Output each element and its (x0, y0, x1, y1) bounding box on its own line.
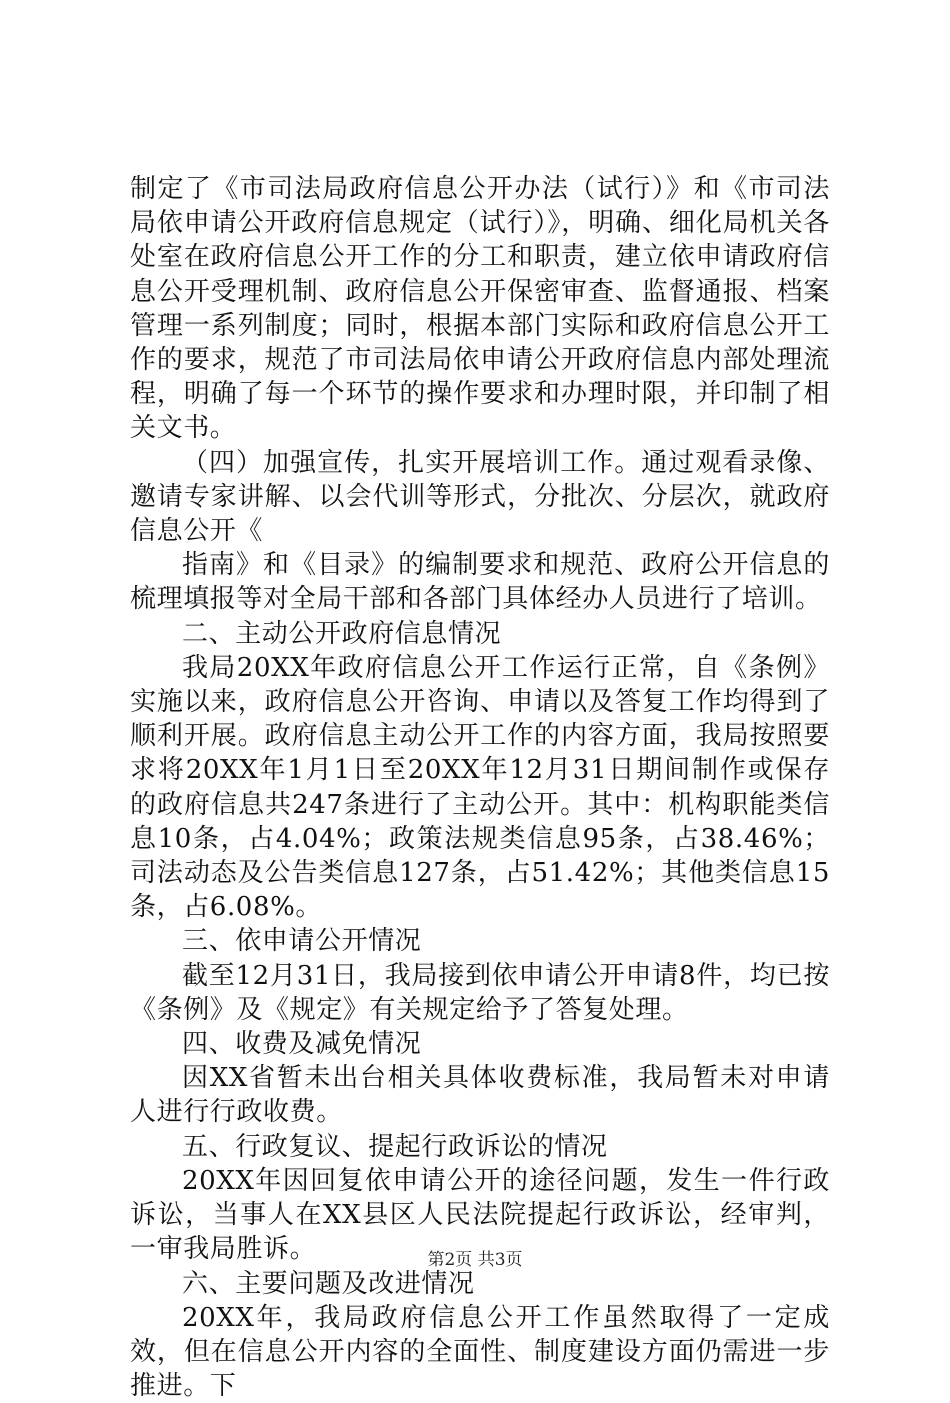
paragraph-requests: 截至12月31日，我局接到依申请公开申请8件，均已按《条例》及《规定》有关规定给予了答复处理。 (130, 960, 830, 1025)
paragraph-proactive-disclosure: 我局20XX年政府信息公开工作运行正常，自《条例》实施以来，政府信息公开咨询、申请以及答复工作均得到了顺利开展。政府信息主动公开工作的内容方面，我局按照要求将20XX年1月1日至20XX年12月31日期间制作或保存的政府信息共247条进行了主动公开。其中：机构职能类信息10条，占4.04%；政策法规类信息95条，占38.46%；司法动态及公告类信息127条，占51.42%；其他类信息15条，占6.08%。 (130, 652, 830, 923)
paragraph-training: （四）加强宣传，扎实开展培训工作。通过观看录像、邀请专家讲解、以会代训等形式，分批次、分层次，就政府信息公开《 (130, 447, 830, 547)
heading-section-5: 五、行政复议、提起行政诉讼的情况 (182, 1131, 608, 1162)
paragraph-training-cont: 指南》和《目录》的编制要求和规范、政府公开信息的梳理填报等对全局干部和各部门具体经办人员进行了培训。 (130, 550, 830, 615)
paragraph-litigation: 20XX年因回复依申请公开的途径问题，发生一件行政诉讼，当事人在XX县区人民法院提起行政诉讼，经审判，一审我局胜诉。 (130, 1165, 830, 1265)
page-number-footer: 第2页 共3页 (427, 1250, 523, 1270)
heading-section-2: 二、主动公开政府信息情况 (182, 618, 502, 649)
heading-section-3: 三、依申请公开情况 (182, 926, 422, 957)
paragraph-issues: 20XX年，我局政府信息公开工作虽然取得了一定成效，但在信息公开内容的全面性、制度建设方面仍需进一步推进。下 (130, 1302, 830, 1402)
paragraph-regulations: 制定了《市司法局政府信息公开办法（试行）》和《市司法局依申请公开政府信息规定（试行）》，明确、细化局机关各处室在政府信息公开工作的分工和职责，建立依申请政府信息公开受理机制、政府信息公开保密审查、监督通报、档案管理一系列制度；同时，根据本部门实际和政府信息公开工作的要求，规范了市司法局依申请公开政府信息内部处理流程，明确了每一个环节的操作要求和办理时限，并印制了相关文书。 (130, 174, 830, 444)
heading-section-6: 六、主要问题及改进情况 (182, 1268, 475, 1299)
heading-section-4: 四、收费及减免情况 (182, 1029, 422, 1060)
document-body (130, 172, 830, 1403)
paragraph-fees: 因XX省暂未出台相关具体收费标准，我局暂未对申请人进行行政收费。 (130, 1063, 830, 1128)
